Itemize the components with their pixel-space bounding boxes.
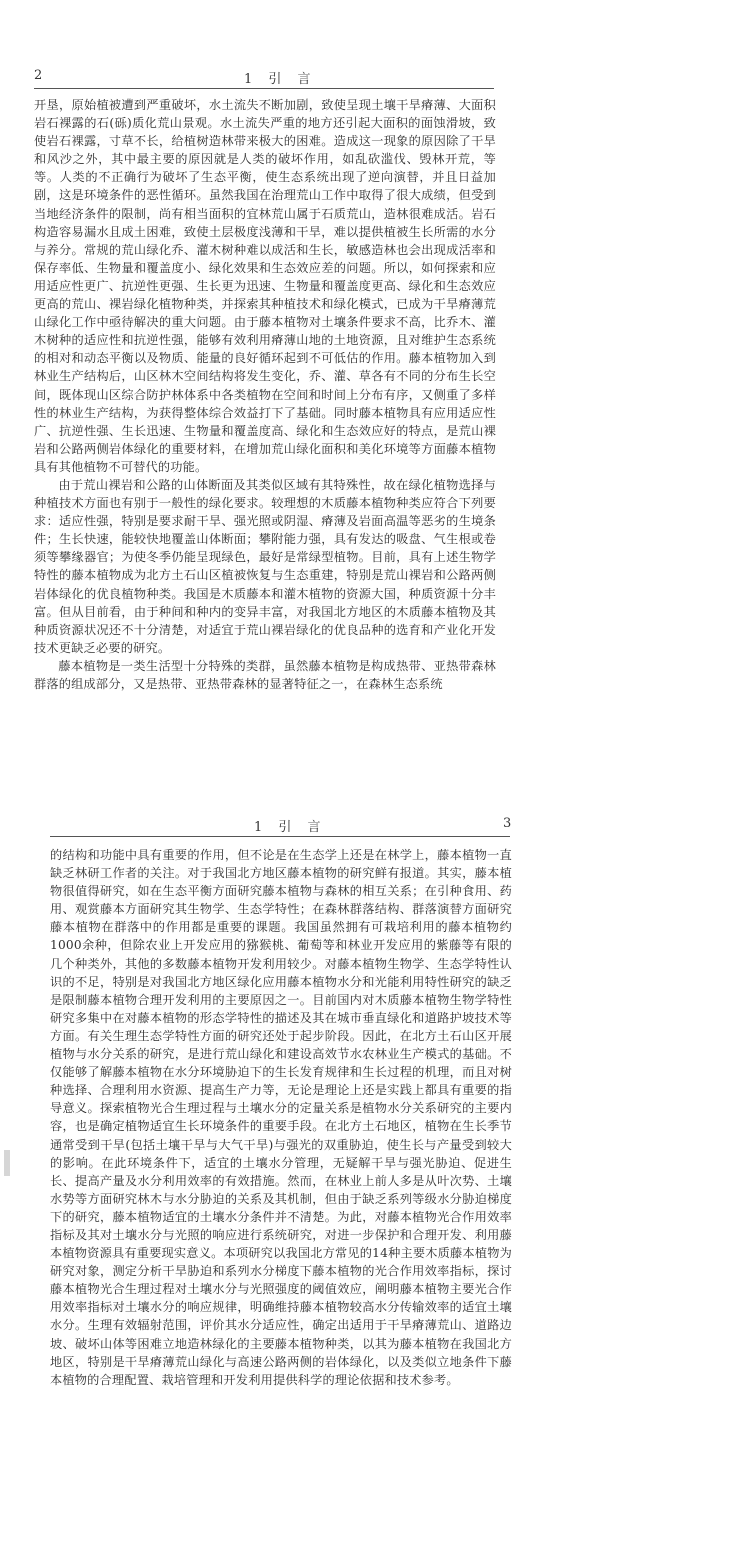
book-page-2 <box>0 0 750 760</box>
paragraph: 开垦，原始植被遭到严重破坏，水土流失不断加剧，致使呈现土壤干旱瘠薄、大面积岩石裸露的石(砾)质化荒山景观。水土流失严重的地方还引起大面积的面蚀滑坡，致使岩石裸露，寸草不长，给植树造林带来极大的困难。造成这一现象的原因除了干旱和风沙之外，其中最主要的原因就是人类的破坏作用，如乱砍滥伐、毁林开荒，等等。人类的不正确行为破坏了生态平衡，使生态系统出现了逆向演替，并且日益加剧，这是环境条件的恶性循环。虽然我国在治理荒山工作中取得了很大成绩，但受到当地经济条件的限制，尚有相当面积的宜林荒山属于石质荒山，造林很难成活。岩石构造容易漏水且成土困难，致使土层极度浅薄和干旱，难以提供植被生长所需的水分与养分。常规的荒山绿化乔、灌木树种难以成活和生长，敏感造林也会出现成活率和保存率低、生物量和覆盖度小、绿化效果和生态效应差的问题。所以，如何探索和应用适应性更广、抗逆性更强、生长更为迅速、生物量和覆盖度更高、绿化和生态效应更高的荒山、裸岩绿化植物种类，并探索其种植技术和绿化模式，已成为干旱瘠薄荒山绿化工作中亟待解决的重大问题。由于藤本植物对土壤条件要求不高，比乔木、灌木树种的适应性和抗逆性强，能够有效利用瘠薄山地的土地资源，且对维护生态系统的相对和动态平衡以及物质、能量的良好循环起到不可低估的作用。藤本植物加入到林业生产结构后，山区林木空间结构将发生变化，乔、灌、草各有不同的分布生长空间，既体现山区综合防护林体系中各类植物在空间和时间上分布有序，又侧重了多样性的林业生产结构，为获得整体综合效益打下了基础。同时藤本植物具有应用适应性广、抗逆性强、生长迅速、生物量和覆盖度高、绿化和生态效应好的特点，是荒山裸岩和公路两侧岩体绿化的重要材料，在增加荒山绿化面积和美化环境等方面藤本植物具有其他植物不可替代的功能。 <box>34 98 496 474</box>
paragraph: 藤本植物是一类生活型十分特殊的类群，虽然藤本植物是构成热带、亚热带森林群落的组成部分，又是热带、亚热带森林的显著特征之一，在森林生态系统 <box>34 658 496 691</box>
header-rule <box>50 836 510 837</box>
running-head: 1 引 言 <box>254 820 327 835</box>
header-rule <box>34 88 494 89</box>
running-head: 1 引 言 <box>244 72 317 87</box>
body-text <box>34 96 496 693</box>
body-text <box>50 846 512 1389</box>
page-number: 3 <box>503 816 512 831</box>
paragraph: 由于荒山裸岩和公路的山体断面及其类似区域有其特殊性，故在绿化植物选择与种植技术方面也有别于一般性的绿化要求。较理想的木质藤本植物种类应符合下列要求：适应性强，特别是要求耐干旱、强光照或阴湿、瘠薄及岩面高温等恶劣的生境条件；生长快速，能较快地覆盖山体断面；攀附能力强，具有发达的吸盘、气生根或卷须等攀缘器官；为使冬季仍能呈现绿色，最好是常绿型植物。目前，具有上述生物学特性的藤本植物成为北方土石山区植被恢复与生态重建，特别是荒山裸岩和公路两侧岩体绿化的优良植物种类。我国是木质藤本和灌木植物的资源大国，种质资源十分丰富。但从目前看，由于种间和种内的变异丰富，对我国北方地区的木质藤本植物及其种质资源状况还不十分清楚，对适宜于荒山裸岩绿化的优良品种的选育和产业化开发技术更缺乏必要的研究。 <box>34 477 496 655</box>
page-number: 2 <box>34 68 43 83</box>
book-page-3 <box>0 760 750 1546</box>
paragraph: 的结构和功能中具有重要的作用，但不论是在生态学上还是在林学上，藤本植物一直缺乏林研工作者的关注。对于我国北方地区藤本植物的研究鲜有报道。其实，藤本植物很值得研究，如在生态平衡方面研究藤本植物与森林的相互关系；在引种食用、药用、观赏藤本方面研究其生物学、生态学特性；在森林群落结构、群落演替方面研究藤本植物在群落中的作用都是重要的课题。我国虽然拥有可栽培利用的藤本植物约1000余种，但除农业上开发应用的猕猴桃、葡萄等和林业开发应用的紫藤等有限的几个种类外，其他的多数藤本植物开发利用较少。对藤本植物生物学、生态学特性认识的不足，特别是对我国北方地区绿化应用藤本植物水分和光能利用特性研究的缺乏是限制藤本植物合理开发利用的主要原因之一。目前国内对木质藤本植物生物学特性研究多集中在对藤本植物的形态学特性的描述及其在城市垂直绿化和道路护坡技术等方面。有关生理生态学特性方面的研究还处于起步阶段。因此，在北方土石山区开展植物与水分关系的研究，是进行荒山绿化和建设高效节水农林业生产模式的基础。不仅能够了解藤本植物在水分环境胁迫下的生长发育规律和生长过程的机理，而且对树种选择、合理利用水资源、提高生产力等，无论是理论上还是实践上都具有重要的指导意义。探索植物光合生理过程与土壤水分的定量关系是植物水分关系研究的主要内容，也是确定植物适宜生长环境条件的重要手段。在北方土石地区，植物在生长季节通常受到干旱(包括土壤干旱与大气干旱)与强光的双重胁迫，使生长与产量受到较大的影响。在此环境条件下，适宜的土壤水分管理，无疑解干旱与强光胁迫、促进生长、提高产量及水分利用效率的有效措施。然而，在林业上前人多是从叶次势、土壤水势等方面研究林木与水分胁迫的关系及其机制，但由于缺乏系列等级水分胁迫梯度下的研究，藤本植物适宜的土壤水分条件并不清楚。为此，对藤本植物光合作用效率指标及其对土壤水分与光照的响应进行系统研究，对进一步保护和合理开发、利用藤本植物资源具有重要现实意义。本项研究以我国北方常见的14种主要木质藤本植物为研究对象，测定分析干旱胁迫和系列水分梯度下藤本植物的光合作用效率指标，探讨藤本植物光合生理过程对土壤水分与光照强度的阈值效应，阐明藤本植物主要光合作用效率指标对土壤水分的响应规律，明确维持藤本植物较高水分传输效率的适宜土壤水分。生理有效辐射范围，评价其水分适应性，确定出适用于干旱瘠薄荒山、道路边坡、破坏山体等困难立地造林绿化的主要藤本植物种类，以其为藤本植物在我国北方地区，特别是干旱瘠薄荒山绿化与高速公路两侧的岩体绿化，以及类似立地条件下藤本植物的合理配置、栽培管理和开发利用提供科学的理论依据和技术参考。 <box>50 848 512 1387</box>
